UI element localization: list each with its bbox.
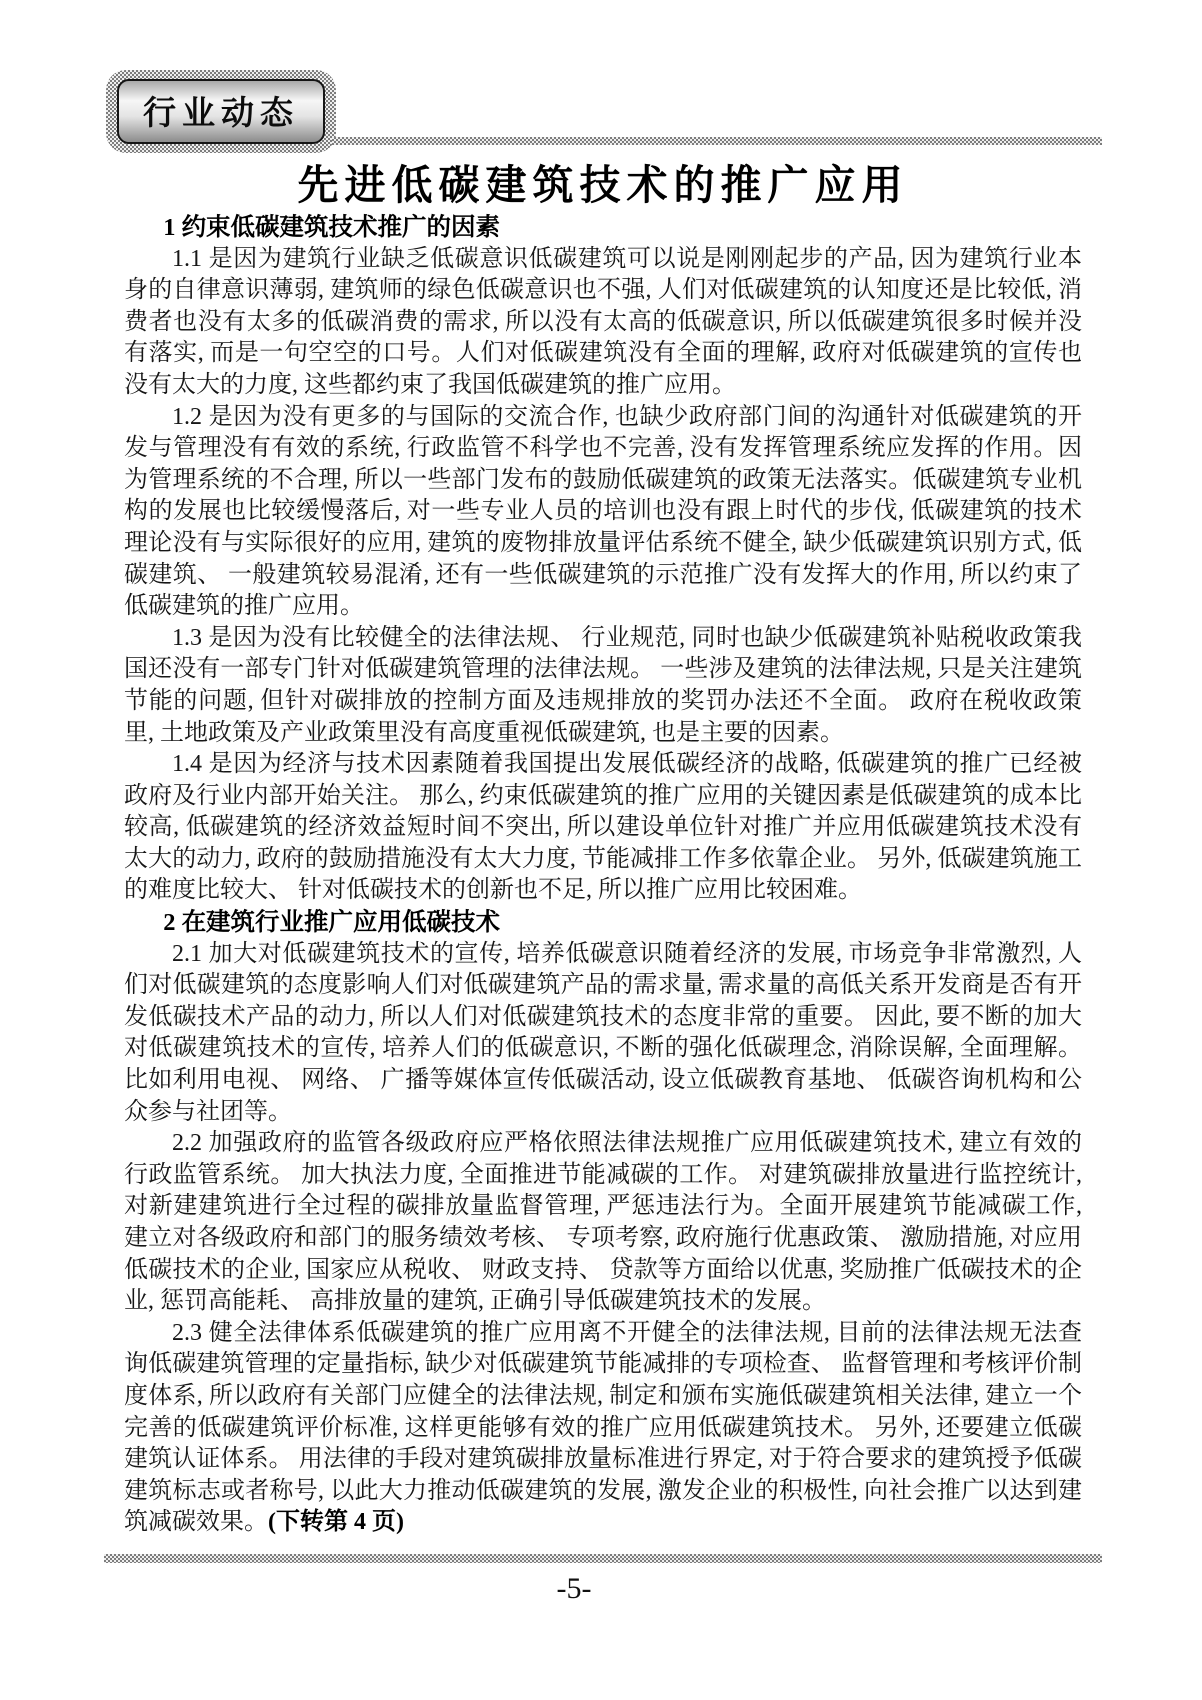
section-heading-2: 2 在建筑行业推广应用低碳技术: [163, 909, 501, 937]
paragraph: 1.2 是因为没有更多的与国际的交流合作, 也缺少政府部门间的沟通针对低碳建筑的开发与管理没有有效的系统, 行政监管不科学也不完善, 没有发挥管理系统应发挥的作用。因为管理系统的不合理, 所以一些部门发布的鼓励低碳建筑的政策无法落实。低碳建筑专业机构的发展也比较缓慢落后, 对一些专业人员的培训也没有跟上时代的步伐, 低碳建筑的技术理论没有与实际很好的应用, 建筑的废物排放量评估系统不健全, 缺少低碳建筑识别方式, 低碳建筑、 一般建筑较易混淆, 还有一些低碳建筑的示范推广没有发挥大的作用, 所以约束了低碳建筑的推广应用。: [124, 403, 1082, 620]
badge-label: 行业动态: [117, 79, 325, 144]
footer-rule: [104, 1554, 1102, 1563]
paragraph: 1.3 是因为没有比较健全的法律法规、 行业规范, 同时也缺少低碳建筑补贴税收政策我国还没有一部专门针对低碳建筑管理的法律法规。 一些涉及建筑的法律法规, 只是关注建筑节能的问题, 但针对碳排放的控制方面及违规排放的奖罚办法还不全面。 政府在税收政策里, 土地政策及产业政策里没有高度重视低碳建筑, 也是主要的因素。: [124, 624, 1082, 746]
paragraph: 1.1 是因为建筑行业缺乏低碳意识低碳建筑可以说是刚刚起步的产品, 因为建筑行业本身的自律意识薄弱, 建筑师的绿色低碳意识也不强, 人们对低碳建筑的认知度还是比较低, 消费者也没有太多的低碳消费的需求, 所以没有太高的低碳意识, 所以低碳建筑很多时候并没有落实, 而是一句空空的口号。人们对低碳建筑没有全面的理解, 政府对低碳建筑的宣传也没有太大的力度, 这些都约束了我国低碳建筑的推广应用。: [124, 245, 1082, 398]
section-heading-1: 1 约束低碳建筑技术推广的因素: [163, 214, 501, 241]
page-header: [106, 70, 1102, 153]
section-badge: [106, 70, 336, 153]
article-title: 先进低碳建筑技术的推广应用: [297, 161, 909, 209]
article-body: [124, 212, 1082, 1546]
header-rule: [332, 137, 1102, 145]
paragraph: 2.3 健全法律体系低碳建筑的推广应用离不开健全的法律法规, 目前的法律法规无法查询低碳建筑管理的定量指标, 缺少对低碳建筑节能减排的专项检查、 监督管理和考核评价制度体系, 所以政府有关部门应健全的法律法规, 制定和颁布实施低碳建筑相关法律, 建立一个完善的低碳建筑评价标准, 这样更能够有效的推广应用低碳建筑技术。 另外, 还要建立低碳建筑认证体系。 用法律的手段对建筑碳排放量标准进行界定, 对于符合要求的建筑授予低碳建筑标志或者称号, 以此大力推动低碳建筑的发展, 激发企业的积极性, 向社会推广以达到建筑减碳效果。(下转第 4 页): [124, 1319, 1082, 1536]
paragraph: 1.4 是因为经济与技术因素随着我国提出发展低碳经济的战略, 低碳建筑的推广已经被政府及行业内部开始关注。 那么, 约束低碳建筑的推广应用的关键因素是低碳建筑的成本比较高, 低碳建筑的经济效益短时间不突出, 所以建设单位针对推广并应用低碳建筑技术没有太大的动力, 政府的鼓励措施没有太大力度, 节能减排工作多依靠企业。 另外, 低碳建筑施工的难度比较大、 针对低碳技术的创新也不足, 所以推广应用比较困难。: [124, 751, 1082, 904]
paragraph: 2.1 加大对低碳建筑技术的宣传, 培养低碳意识随着经济的发展, 市场竞争非常激烈, 人们对低碳建筑的态度影响人们对低碳建筑产品的需求量, 需求量的高低关系开发商是否有开发低碳技术产品的动力, 所以人们对低碳建筑技术的态度非常的重要。 因此, 要不断的加大对低碳建筑技术的宣传, 培养人们的低碳意识, 不断的强化低碳理念, 消除误解, 全面理解。 比如利用电视、 网络、 广播等媒体宣传低碳活动, 设立低碳教育基地、 低碳咨询机构和公众参与社团等。: [124, 940, 1082, 1125]
continuation-note: (下转第 4 页): [268, 1509, 404, 1536]
paragraph: 2.2 加强政府的监管各级政府应严格依照法律法规推广应用低碳建筑技术, 建立有效的行政监管系统。 加大执法力度, 全面推进节能减碳的工作。 对建筑碳排放量进行监控统计, 对新建建筑进行全过程的碳排放量监督管理, 严惩违法行为。全面开展建筑节能减碳工作, 建立对各级政府和部门的服务绩效考核、 专项考察, 政府施行优惠政策、 激励措施, 对应用低碳技术的企业, 国家应从税收、 财政支持、 贷款等方面给以优惠, 奖励推广低碳技术的企业, 惩罚高能耗、 高排放量的建筑, 正确引导低碳建筑技术的发展。: [124, 1130, 1082, 1315]
page-number: -5-: [556, 1572, 592, 1605]
